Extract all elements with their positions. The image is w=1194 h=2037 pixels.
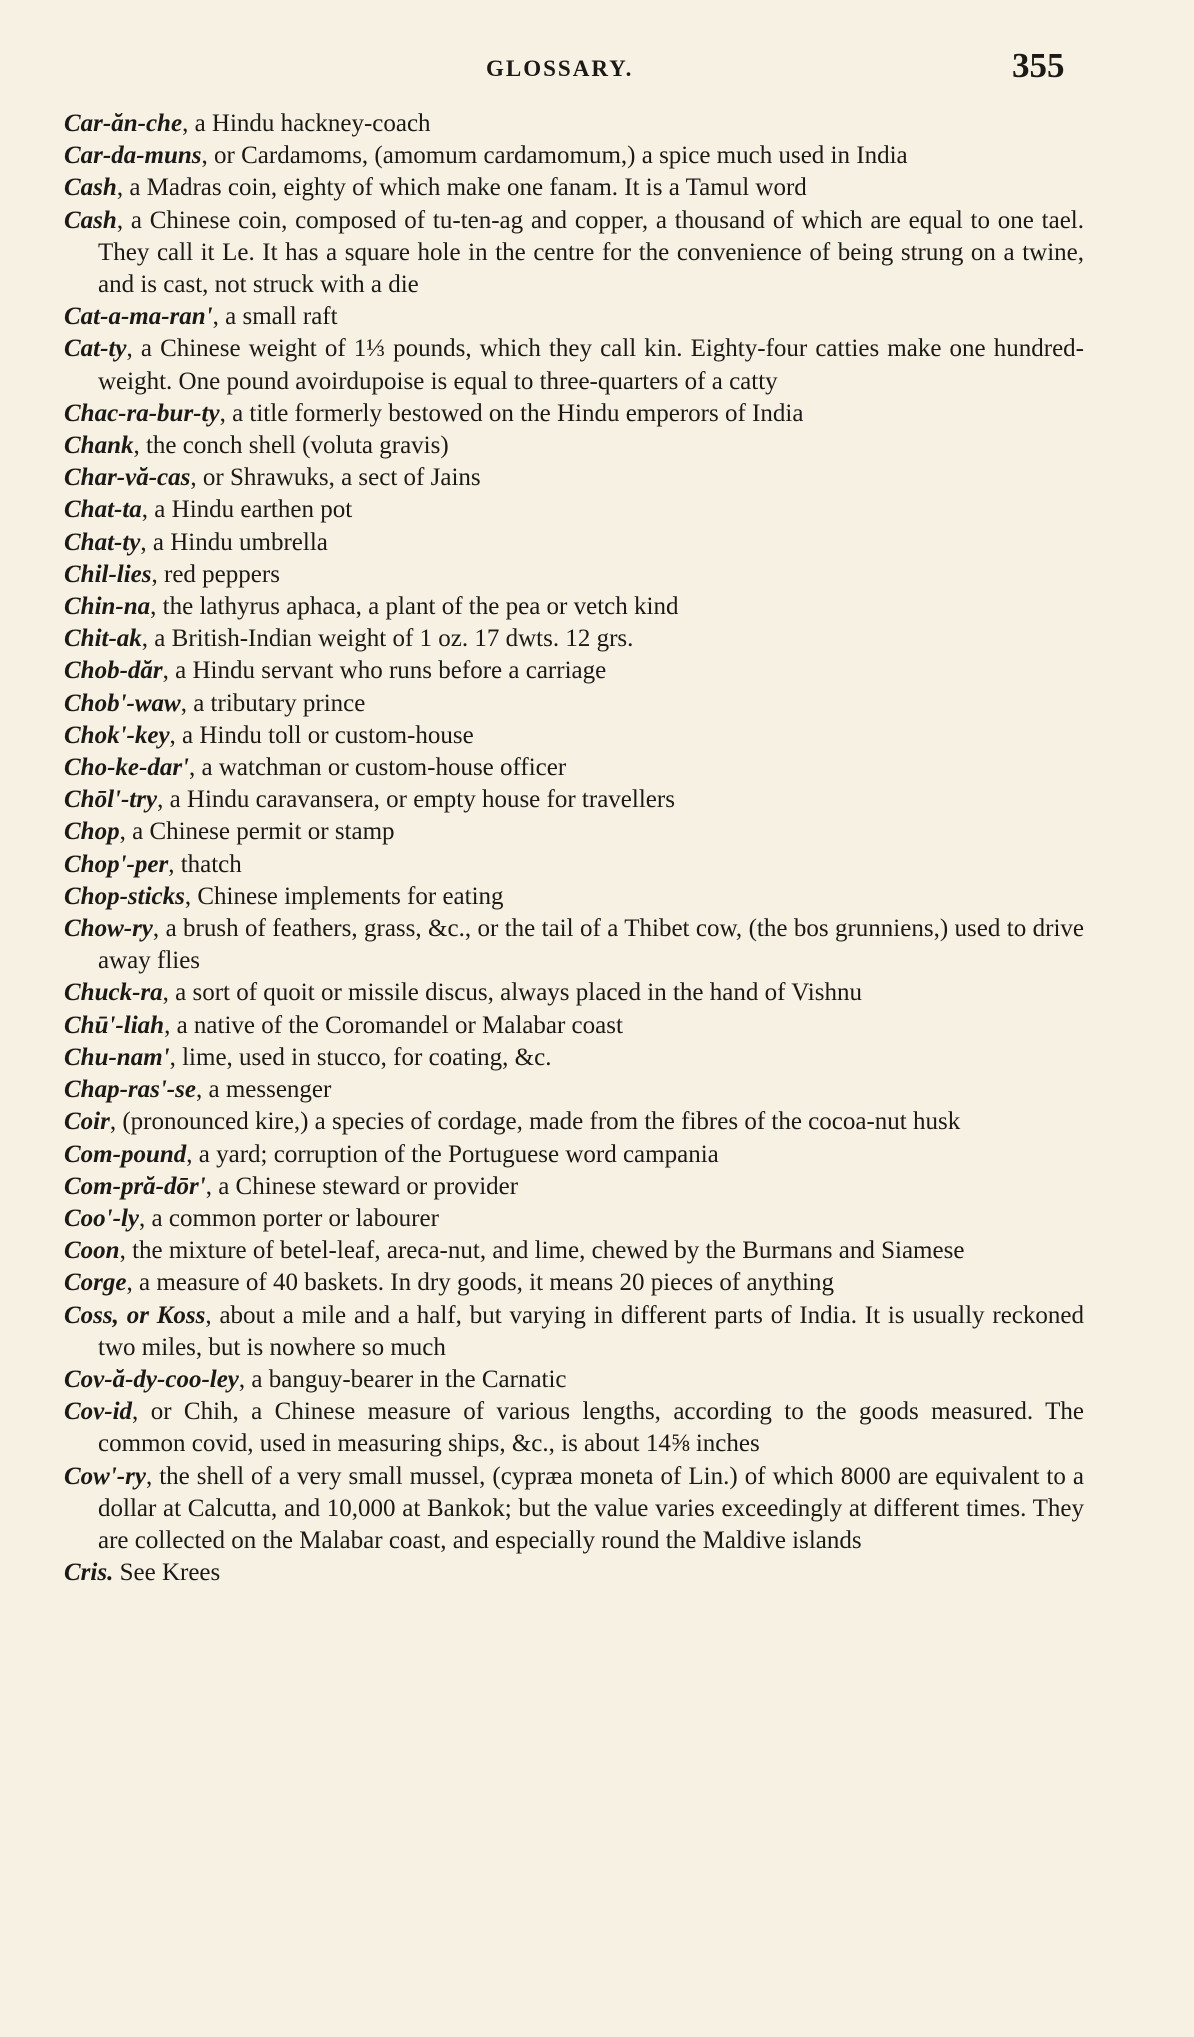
entry-term: Cow'-ry , xyxy=(64,1463,159,1490)
page-number: 355 xyxy=(1012,46,1065,85)
entry-definition: a Hindu toll or custom-house xyxy=(182,721,474,749)
entry-term: Chop'-per , xyxy=(64,851,181,878)
entry-definition: about a mile and a half, but varying in different parts of India. It is usually reckoned two miles, but is nowhere so much xyxy=(98,1301,1084,1361)
glossary-entry xyxy=(64,1010,1084,1042)
entry-definition: a British-Indian weight of 1 oz. 17 dwts. 12 grs. xyxy=(154,625,634,653)
glossary-entry xyxy=(64,527,1084,559)
glossary-entry xyxy=(64,1203,1084,1235)
entry-definition: the shell of a very small mussel, (cypræa moneta of Lin.) of which 8000 are equivalent to a dollar at Calcutta, and 10,000 at Bankok; but the value varies exceedingly at different times. They are collected on the Malabar coast, and especially round the Maldive islands xyxy=(98,1462,1084,1554)
entry-definition: a watchman or custom-house officer xyxy=(201,754,567,782)
entry-term: Coir , xyxy=(64,1108,122,1135)
entry-term: Corge , xyxy=(64,1269,139,1296)
entry-definition: a Hindu hackney-coach xyxy=(194,110,431,137)
glossary-entry xyxy=(64,108,1084,140)
entry-definition: a measure of 40 baskets. In dry goods, it means 20 pieces of anything xyxy=(139,1269,834,1297)
glossary-entry xyxy=(64,720,1084,752)
entry-definition: a Hindu earthen pot xyxy=(154,496,353,524)
entry-term: Chob'-waw , xyxy=(64,690,193,717)
glossary-entry xyxy=(64,784,1084,816)
entry-definition: a messenger xyxy=(208,1076,332,1104)
glossary-entry xyxy=(64,849,1084,881)
glossary-entry xyxy=(64,1267,1084,1299)
entry-term: Chit-ak , xyxy=(64,625,154,652)
entry-term: Chat-ty , xyxy=(64,529,153,556)
glossary-entry xyxy=(64,591,1084,623)
entry-definition: Chinese implements for eating xyxy=(197,882,504,910)
entry-definition: a Hindu umbrella xyxy=(152,528,328,556)
glossary-entry xyxy=(64,1042,1084,1074)
glossary-entry xyxy=(64,172,1084,204)
glossary-entry xyxy=(64,1171,1084,1203)
entry-term: Coss, or Koss , xyxy=(64,1302,219,1329)
glossary-entry xyxy=(64,623,1084,655)
entry-term: Chōl'-try , xyxy=(64,786,170,813)
glossary-entry xyxy=(64,1106,1084,1138)
entry-term: Coon , xyxy=(64,1237,132,1264)
entry-term: Chū'-liah , xyxy=(64,1012,177,1039)
entry-term: Char-vă-cas , xyxy=(64,464,203,491)
entry-term: Chu-nam' , xyxy=(64,1044,182,1071)
glossary-entry xyxy=(64,1557,1084,1589)
entry-definition: the lathyrus aphaca, a plant of the pea or vetch kind xyxy=(162,593,679,621)
entry-term: Cat-ty , xyxy=(64,335,141,362)
entry-term: Chac-ra-bur-ty , xyxy=(64,400,232,427)
glossary-entry xyxy=(64,1300,1084,1364)
entry-term: Chin-na , xyxy=(64,593,163,620)
glossary-entry xyxy=(64,398,1084,430)
entry-definition: a Hindu servant who runs before a carriage xyxy=(175,657,607,685)
glossary-entry xyxy=(64,494,1084,526)
entry-term: Cat-a-ma-ran' , xyxy=(64,303,225,330)
glossary-entry xyxy=(64,913,1084,977)
entry-term: Car-da-muns , xyxy=(64,142,214,169)
entry-definition: a sort of quoit or missile discus, always placed in the hand of Vishnu xyxy=(175,979,862,1007)
glossary-entry xyxy=(64,333,1084,397)
entry-definition: or Shrawuks, a sect of Jains xyxy=(202,464,481,492)
entry-term: Coo'-ly , xyxy=(64,1205,152,1232)
entry-term: Com-pound , xyxy=(64,1141,199,1168)
entry-term: Chap-ras'-se , xyxy=(64,1076,208,1103)
entry-term: Chat-ta , xyxy=(64,496,154,523)
glossary-entry xyxy=(64,1396,1084,1460)
entry-definition: a small raft xyxy=(225,303,338,331)
entry-definition: a Chinese permit or stamp xyxy=(132,818,395,846)
entry-definition: or Cardamoms, (amomum cardamomum,) a spice much used in India xyxy=(214,142,908,170)
glossary-entry xyxy=(64,1074,1084,1106)
entry-definition: a yard; corruption of the Portuguese word campania xyxy=(198,1140,719,1168)
entry-definition: a common porter or labourer xyxy=(151,1204,439,1232)
entry-definition: a brush of feathers, grass, &c., or the tail of a Thibet cow, (the bos grunniens,) used to drive away flies xyxy=(98,915,1084,975)
glossary-entry xyxy=(64,462,1084,494)
entry-definition: a native of the Coromandel or Malabar coast xyxy=(176,1011,623,1039)
entry-definition: a Hindu caravansera, or empty house for travellers xyxy=(169,786,675,814)
entry-definition: or Chih, a Chinese measure of various lengths, according to the goods measured. The common covid, used in measuring ships, &c., is about 14⅝ inches xyxy=(98,1398,1084,1458)
entry-term: Cho-ke-dar' , xyxy=(64,754,202,781)
entry-term: Chank , xyxy=(64,432,146,459)
entry-term: Cash , xyxy=(64,207,131,234)
glossary-entries xyxy=(64,108,1084,1589)
entry-definition: a Chinese coin, composed of tu-ten-ag and copper, a thousand of which are equal to one tael. They call it Le. It has a square hole in the centre for the convenience of being strung on a twine, and is cast, not struck with a die xyxy=(98,206,1085,299)
entry-definition: a Chinese weight of 1⅓ pounds, which they call kin. Eighty-four catties make one hundred-weight. One pound avoirdupoise is equal to three-quarters of a catty xyxy=(98,335,1084,395)
glossary-entry xyxy=(64,1139,1084,1171)
entry-term: Chok'-key , xyxy=(64,722,182,749)
glossary-entry xyxy=(64,559,1084,591)
glossary-entry xyxy=(64,688,1084,720)
glossary-entry xyxy=(64,816,1084,848)
glossary-entry xyxy=(64,430,1084,462)
glossary-entry xyxy=(64,140,1084,172)
entry-term: Chow-ry , xyxy=(64,915,166,942)
glossary-entry xyxy=(64,1364,1084,1396)
entry-definition: See Krees xyxy=(119,1559,221,1587)
entry-definition: a banguy-bearer in the Carnatic xyxy=(251,1365,567,1393)
glossary-entry xyxy=(64,1235,1084,1267)
entry-definition: thatch xyxy=(180,850,242,878)
glossary-entry xyxy=(64,205,1084,302)
glossary-entry xyxy=(64,655,1084,687)
entry-term: Chop-sticks , xyxy=(64,883,197,910)
entry-term: Chil-lies , xyxy=(64,561,164,588)
entry-term: Cris. xyxy=(64,1559,114,1587)
entry-definition: a tributary prince xyxy=(193,689,366,717)
entry-term: Chuck-ra , xyxy=(64,979,175,1006)
entry-term: Chob-dăr , xyxy=(64,657,175,684)
entry-definition: a Madras coin, eighty of which make one fanam. It is a Tamul word xyxy=(129,174,807,202)
entry-definition: (pronounced kire,) a species of cordage, made from the fibres of the cocoa-nut husk xyxy=(122,1108,961,1136)
entry-definition: red peppers xyxy=(164,560,280,588)
entry-definition: a title formerly bestowed on the Hindu emperors of India xyxy=(232,399,804,427)
glossary-entry xyxy=(64,752,1084,784)
entry-term: Cov-ă-dy-coo-ley , xyxy=(64,1366,251,1393)
entry-definition: the mixture of betel-leaf, areca-nut, and lime, chewed by the Burmans and Siamese xyxy=(132,1237,965,1265)
entry-term: Chop , xyxy=(64,818,132,845)
entry-definition: the conch shell (voluta gravis) xyxy=(145,432,449,460)
entry-definition: lime, used in stucco, for coating, &c. xyxy=(182,1043,552,1071)
glossary-entry xyxy=(64,977,1084,1009)
entry-term: Cash , xyxy=(64,174,129,201)
page-header xyxy=(0,46,1194,86)
glossary-entry xyxy=(64,1461,1084,1558)
running-head: GLOSSARY. xyxy=(486,56,634,81)
entry-term: Cov-id , xyxy=(64,1398,151,1425)
entry-term: Com-pră-dōr' , xyxy=(64,1173,218,1200)
glossary-entry xyxy=(64,301,1084,333)
glossary-entry xyxy=(64,881,1084,913)
entry-definition: a Chinese steward or provider xyxy=(218,1172,519,1200)
entry-term: Car-ăn-che , xyxy=(64,110,195,137)
